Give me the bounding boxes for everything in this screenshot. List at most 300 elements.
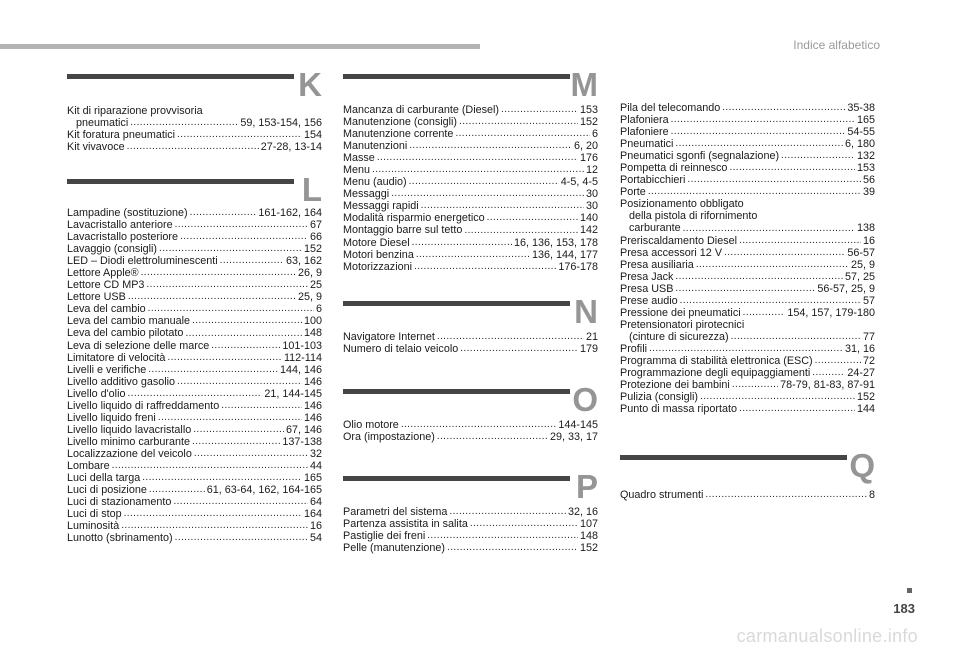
entry-term: Lunotto (sbrinamento) [67, 532, 173, 545]
entry-pages: 32 [309, 447, 322, 460]
entry-term: Lettore Apple® [67, 267, 139, 280]
section-bar [67, 74, 294, 79]
section-letter: K [298, 66, 322, 103]
index-entry [67, 532, 322, 544]
entry-term: Navigatore Internet [343, 331, 435, 343]
index-entry [67, 412, 322, 424]
entry-term: Manutenzioni [343, 140, 408, 153]
section-header [67, 171, 322, 216]
entry-list [343, 506, 598, 554]
dot-leader [464, 226, 578, 235]
entry-pages: 165 [856, 114, 875, 127]
index-entry [67, 279, 322, 291]
dot-leader [648, 187, 861, 196]
entry-term: Portabicchieri [620, 174, 686, 187]
entry-pages: 6, 180 [844, 138, 875, 151]
section-q [620, 447, 875, 501]
index-entry [67, 484, 322, 496]
index-entry [67, 520, 322, 532]
section-p-continued [620, 102, 875, 415]
entry-pages: 179 [579, 343, 598, 356]
entry-pages: 29, 33, 17 [549, 431, 598, 444]
entry-pages: 63, 162 [285, 255, 322, 268]
index-entry [67, 243, 322, 255]
section-o [343, 381, 598, 444]
entry-pages: 146 [303, 375, 322, 388]
entry-term: Programma di stabilità elettronica (ESC) [620, 354, 813, 367]
index-entry [343, 530, 598, 542]
dot-leader [487, 213, 578, 222]
dot-leader [142, 473, 302, 482]
entry-term: Lettore CD MP3 [67, 279, 145, 292]
entry-list [67, 207, 322, 544]
entry-pages: 132 [856, 150, 875, 163]
index-entry [343, 542, 598, 554]
entry-pages: 56-57, 25, 9 [817, 282, 875, 295]
entry-term: Masse [343, 152, 375, 165]
entry-pages: 6 [591, 128, 598, 141]
entry-term: Plafoniere [620, 126, 669, 139]
index-entry [67, 508, 322, 520]
entry-pages: 138 [856, 222, 875, 235]
section-letter: M [570, 66, 598, 103]
entry-pages: 24-27 [847, 367, 875, 380]
dot-leader [192, 316, 302, 325]
index-entry [67, 219, 322, 231]
section-header [343, 66, 598, 111]
dot-leader [409, 177, 559, 186]
entry-term: Leva del cambio pilotato [67, 327, 184, 340]
dot-leader [729, 163, 855, 172]
dot-leader [732, 380, 778, 389]
section-letter: P [575, 468, 598, 505]
index-entry [67, 231, 322, 243]
entry-term: Presa USB [620, 282, 674, 295]
section-bar [343, 74, 570, 79]
entry-term: Luci di stop [67, 508, 122, 521]
entry-pages: 152 [579, 116, 598, 129]
dot-leader [220, 256, 284, 265]
dot-leader [409, 141, 572, 150]
entry-list [67, 105, 322, 153]
entry-term: Luci di stazionamento [67, 496, 172, 509]
index-entry [620, 307, 875, 319]
entry-pages: 30 [585, 188, 598, 201]
entry-term: Menu [343, 164, 371, 177]
dot-leader [185, 329, 302, 338]
entry-pages: 6, 20 [573, 140, 598, 153]
entry-pages: 44 [309, 459, 322, 472]
dot-leader [731, 332, 861, 341]
entry-term: Localizzazione del veicolo [67, 447, 192, 460]
entry-term: Manutenzione (consigli) [343, 116, 458, 129]
section-bar [620, 455, 847, 460]
dot-leader [158, 413, 302, 422]
entry-term: Kit foratura pneumatici [67, 129, 176, 142]
index-entry [67, 352, 322, 364]
entry-pages: 152 [303, 243, 322, 256]
section-bar [343, 476, 570, 481]
entry-pages: 137-138 [282, 435, 322, 448]
index-entry [343, 128, 598, 140]
index-entry [343, 249, 598, 261]
entry-pages: 21, 144-145 [264, 387, 322, 400]
entry-list [620, 102, 875, 415]
entry-pages: 16 [309, 520, 322, 533]
dot-leader [739, 236, 861, 245]
dot-leader [455, 129, 590, 138]
entry-pages: 142 [579, 224, 598, 237]
entry-pages: 112-114 [283, 351, 322, 364]
entry-term: Numero di telaio veicolo [343, 343, 459, 356]
entry-term: (cinture di sicurezza) [629, 330, 729, 343]
entry-pages: 56 [862, 174, 875, 187]
index-entry [67, 291, 322, 303]
entry-term: Punto di massa riportato [620, 403, 738, 416]
index-entry [67, 327, 322, 339]
entry-pages: 16, 136, 153, 178 [513, 236, 598, 249]
dot-leader [148, 365, 278, 374]
index-entry [620, 391, 875, 403]
entry-pages: 161-162, 164 [258, 207, 322, 219]
index-entry [343, 176, 598, 188]
index-entry [620, 247, 875, 259]
entry-pages: 153 [579, 104, 598, 116]
index-entry [67, 340, 322, 352]
entry-pages: 32, 16 [567, 506, 598, 518]
index-entry [343, 343, 598, 355]
entry-pages: 27-28, 13-14 [260, 141, 322, 154]
entry-term: Leva di selezione delle marce [67, 339, 210, 352]
dot-leader [675, 272, 843, 281]
index-entry [67, 315, 322, 327]
entry-pages: 25 [309, 279, 322, 292]
dot-leader [175, 533, 308, 542]
entry-pages: 25, 9 [850, 258, 875, 271]
entry-pages: 164 [303, 508, 322, 521]
entry-pages: 4-5, 4-5 [560, 176, 598, 189]
index-entry [343, 116, 598, 128]
dot-leader [149, 485, 205, 494]
entry-term: Pelle (manutenzione) [343, 542, 446, 555]
entry-pages: 67, 146 [285, 423, 322, 436]
entry-term: Posizionamento obbligato [620, 198, 744, 211]
entry-pages: 30 [585, 200, 598, 213]
entry-term: Leva del cambio manuale [67, 315, 191, 328]
index-entry [67, 141, 322, 153]
index-entry [67, 436, 322, 448]
dot-leader [722, 103, 845, 112]
section-l [67, 171, 322, 545]
entry-term: Montaggio barre sul tetto [343, 224, 463, 237]
entry-term: Luci della targa [67, 472, 141, 485]
index-entry [620, 379, 875, 391]
entry-pages: 67 [309, 219, 322, 232]
entry-pages: 144 [856, 403, 875, 416]
section-bar [67, 179, 294, 184]
entry-pages: 57 [862, 294, 875, 307]
entry-term: Parametri del sistema [343, 506, 448, 518]
entry-term: Luci di posizione [67, 484, 147, 497]
dot-leader [391, 189, 584, 198]
entry-term: Presa accessori 12 V [620, 246, 723, 259]
entry-term: Lavacristallo posteriore [67, 231, 179, 244]
entry-pages: 78-79, 81-83, 87-91 [780, 379, 875, 392]
dot-leader [112, 461, 308, 470]
dot-leader [680, 296, 861, 305]
entry-pages: 136, 144, 177 [531, 248, 598, 261]
entry-pages: 100 [303, 315, 322, 328]
section-letter: N [574, 293, 598, 330]
section-header [620, 447, 875, 492]
index-entry [343, 431, 598, 443]
entry-pages: 54 [309, 532, 322, 545]
index-entry [620, 319, 875, 331]
entry-pages: 144, 146 [279, 363, 322, 376]
index-entry [67, 303, 322, 315]
entry-term: Motorizzazioni [343, 260, 413, 273]
entry-pages: 26, 9 [297, 267, 322, 280]
dot-leader [671, 115, 855, 124]
entry-pages: 165 [303, 472, 322, 485]
entry-pages: 176 [579, 152, 598, 165]
index-entry [67, 364, 322, 376]
entry-term: della pistola di rifornimento [629, 210, 758, 223]
dot-leader [687, 175, 861, 184]
entry-term: Ora (impostazione) [343, 431, 435, 444]
entry-pages: 154, 157, 179-180 [787, 306, 875, 319]
entry-term: pneumatici [76, 117, 129, 130]
entry-pages: 144-145 [558, 419, 598, 431]
entry-term: carburante [629, 222, 681, 235]
index-entry [620, 102, 875, 114]
entry-term: Presa ausiliaria [620, 258, 694, 271]
dot-leader [671, 127, 846, 136]
dot-leader [812, 368, 845, 377]
entry-term: Prese audio [620, 294, 678, 307]
index-entry [67, 472, 322, 484]
section-letter: O [572, 381, 598, 418]
index-entry [343, 164, 598, 176]
dot-leader [416, 250, 530, 259]
dot-leader [460, 344, 578, 353]
dot-leader [421, 201, 584, 210]
entry-term: Messaggi [343, 188, 390, 201]
index-entry [620, 403, 875, 415]
entry-pages: 154 [303, 129, 322, 142]
entry-term: Messaggi rapidi [343, 200, 419, 213]
index-entry [620, 295, 875, 307]
dot-leader [447, 543, 578, 552]
section-n [343, 293, 598, 356]
dot-leader [159, 244, 302, 253]
section-bar [343, 301, 570, 306]
entry-term: Pressione dei pneumatici [620, 306, 741, 319]
entry-term: Lavacristallo anteriore [67, 219, 173, 232]
entry-pages: 140 [579, 212, 598, 225]
entry-pages: 6 [315, 303, 322, 316]
dot-leader [470, 519, 578, 528]
index-entry [343, 188, 598, 200]
dot-leader [427, 531, 578, 540]
dot-leader [700, 392, 855, 401]
dot-leader [724, 248, 845, 257]
entry-pages: 64 [309, 496, 322, 509]
dot-leader [649, 344, 843, 353]
section-header [67, 66, 322, 111]
dot-leader [743, 308, 786, 317]
entry-term: Pretensionatori pirotecnici [620, 318, 745, 331]
index-entry [67, 460, 322, 472]
dot-leader [193, 425, 284, 434]
entry-term: Programmazione degli equipaggiamenti [620, 367, 811, 380]
index-entry [620, 283, 875, 295]
entry-pages: 56-57 [847, 246, 875, 259]
index-entry [620, 259, 875, 271]
index-entry [343, 237, 598, 249]
dot-leader [675, 284, 815, 293]
entry-term: Livello additivo gasolio [67, 375, 176, 388]
index-entry [343, 261, 598, 273]
entry-pages: 107 [579, 518, 598, 531]
dot-leader [130, 118, 238, 127]
dot-leader [739, 404, 855, 413]
section-m [343, 66, 598, 273]
entry-term: Pneumatici sgonfi (segnalazione) [620, 150, 780, 163]
dot-leader [192, 437, 280, 446]
entry-term: LED – Diodi elettroluminescenti [67, 255, 218, 268]
dot-leader [173, 497, 308, 506]
entry-pages: 148 [303, 327, 322, 340]
index-entry [343, 200, 598, 212]
dot-leader [414, 262, 556, 271]
dot-leader [696, 260, 849, 269]
section-header [343, 293, 598, 338]
dot-leader [124, 509, 302, 518]
dot-leader [459, 117, 578, 126]
dot-leader [121, 521, 308, 530]
entry-pages: 25, 9 [297, 291, 322, 304]
entry-term: Livello liquido di raffreddamento [67, 399, 220, 412]
entry-term: Modalità risparmio energetico [343, 212, 485, 225]
entry-term: Lettore USB [67, 291, 126, 304]
entry-pages: 176-178 [558, 260, 598, 273]
index-entry [67, 376, 322, 388]
index-entry [620, 138, 875, 150]
entry-pages: 8 [868, 489, 875, 501]
entry-term: Pulizia (consigli) [620, 391, 699, 404]
dot-leader [127, 389, 262, 398]
entry-pages: 152 [579, 542, 598, 555]
header-title: Indice alfabetico [793, 38, 880, 52]
section-letter: L [301, 171, 322, 208]
entry-pages: 146 [303, 399, 322, 412]
entry-term: Livelli e verifiche [67, 363, 147, 376]
dot-leader [177, 130, 302, 139]
entry-term: Livello liquido lavacristallo [67, 423, 192, 436]
top-header-bar [0, 44, 480, 49]
dot-leader [372, 165, 584, 174]
entry-pages: 72 [862, 354, 875, 367]
entry-term: Motore Diesel [343, 236, 410, 249]
index-entry [343, 140, 598, 152]
dot-leader [141, 268, 296, 277]
index-entry [67, 129, 322, 141]
index-entry [620, 126, 875, 138]
entry-term: Luminosità [67, 520, 120, 533]
entry-term: Profili [620, 342, 647, 355]
index-entry [67, 424, 322, 436]
dot-leader [683, 224, 855, 233]
entry-pages: 31, 16 [844, 342, 875, 355]
index-entry [620, 222, 875, 234]
section-header [343, 381, 598, 426]
dot-leader [146, 280, 308, 289]
section-k [67, 66, 322, 154]
entry-pages: 101-103 [282, 339, 322, 352]
entry-term: Pastiglie dei freni [343, 530, 426, 543]
index-entry [620, 198, 875, 210]
section-bar [343, 389, 570, 394]
index-entry [620, 174, 875, 186]
index-entry [620, 343, 875, 355]
dot-leader [177, 377, 302, 386]
entry-term: Kit di riparazione provvisoria [67, 105, 203, 117]
page-marker-square [907, 588, 912, 593]
entry-term: Presa Jack [620, 270, 674, 283]
index-entry [67, 255, 322, 267]
entry-term: Livello liquido freni [67, 411, 156, 424]
entry-pages: 152 [856, 391, 875, 404]
entry-pages: 35-38 [847, 102, 875, 114]
dot-leader [412, 238, 512, 247]
entry-pages: 77 [862, 330, 875, 343]
entry-pages: 66 [309, 231, 322, 244]
section-p [343, 468, 598, 555]
watermark: carmanualsonline.info [736, 626, 918, 646]
entry-term: Lampadine (sostituzione) [67, 207, 188, 219]
dot-leader [211, 341, 280, 350]
index-entry [343, 224, 598, 236]
entry-term: Livello d'olio [67, 387, 126, 400]
index-entry [620, 235, 875, 247]
index-entry [620, 271, 875, 283]
dot-leader [180, 232, 308, 241]
entry-term: Porte [620, 186, 646, 199]
index-entry [67, 400, 322, 412]
dot-leader [167, 353, 282, 362]
entry-term: Motori benzina [343, 248, 414, 261]
dot-leader [175, 220, 308, 229]
index-entry [620, 114, 875, 126]
section-letter: Q [849, 447, 875, 484]
entry-pages: 54-55 [847, 126, 875, 139]
entry-term: Livello minimo carburante [67, 435, 191, 448]
entry-pages: 57, 25 [844, 270, 875, 283]
index-entry [620, 162, 875, 174]
index-entry [67, 117, 322, 129]
entry-term: Quadro strumenti [620, 489, 704, 501]
entry-list [343, 104, 598, 273]
index-entry [620, 150, 875, 162]
entry-term: Lavaggio (consigli) [67, 243, 158, 256]
entry-pages: 21 [585, 331, 598, 343]
index-entry [343, 152, 598, 164]
entry-term: Pila del telecomando [620, 102, 721, 114]
entry-pages: 39 [862, 186, 875, 199]
entry-term: Olio motore [343, 419, 399, 431]
index-entry [67, 267, 322, 279]
